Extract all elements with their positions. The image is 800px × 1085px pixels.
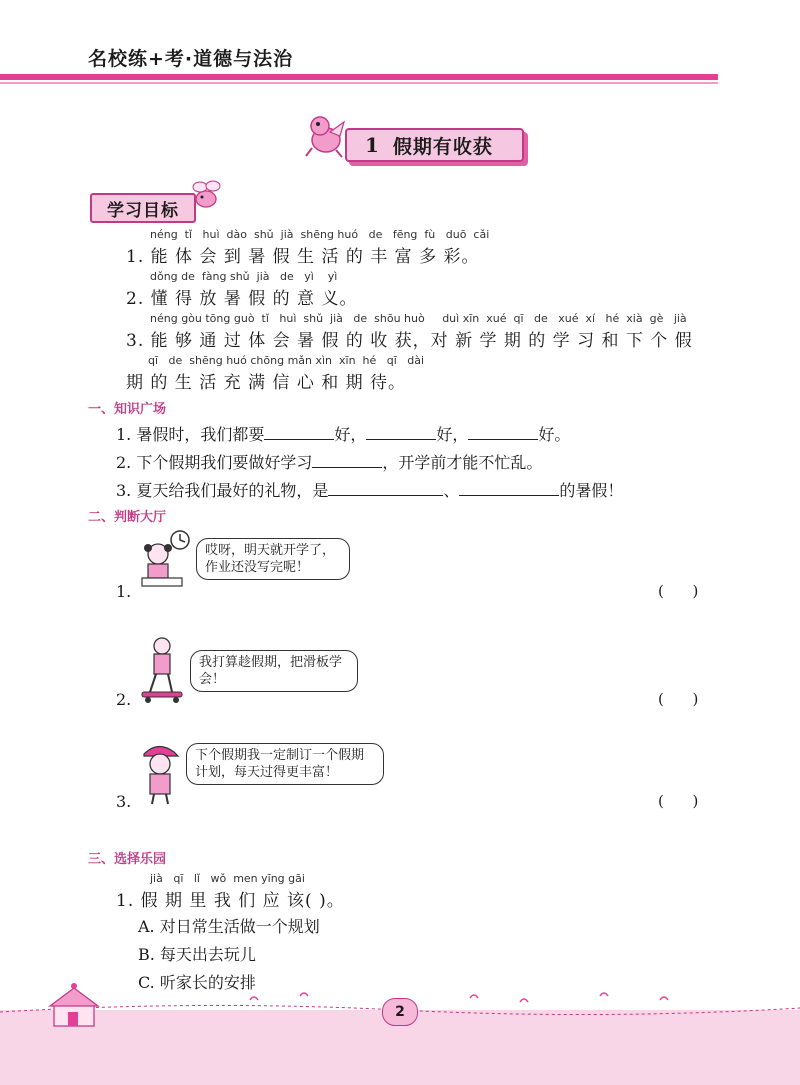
goal-3-text: 3. 能 够 通 过 体 会 暑 假 的 收 获，对 新 学 期 的 学 习 和 下 个 假 — [126, 331, 693, 351]
judge-1-number: 1. — [116, 582, 132, 601]
section1-question-3 — [116, 478, 623, 501]
judge-3-number: 3. — [116, 792, 132, 811]
boy-skateboard-icon — [136, 636, 186, 706]
lesson-title-banner — [345, 128, 524, 162]
q2-blank-1[interactable] — [312, 451, 382, 468]
dragon-mascot-icon — [300, 110, 350, 160]
choice-1-question: 1. 假 期 里 我 们 应 该( )。 — [116, 891, 345, 911]
goal-2-pinyin: dǒng de fàng shǔ jià de yì yì — [150, 270, 338, 283]
page-number: 2 — [382, 998, 418, 1026]
judge-2-bubble-text: 我打算趁假期，把滑板学会！ — [199, 655, 343, 687]
q3-blank-2[interactable] — [459, 479, 559, 496]
goal-4-text: 期 的 生 活 充 满 信 心 和 期 待。 — [126, 373, 407, 393]
lesson-number: 1 — [365, 133, 379, 157]
choice-option-a[interactable]: A. 对日常生活做一个规划 — [138, 917, 320, 936]
lesson-title: 假期有收获 — [392, 135, 493, 158]
q3-part-c: 的暑假！ — [559, 481, 624, 500]
q3-blank-1[interactable] — [328, 479, 443, 496]
goal-4-pinyin: qī de shēng huó chōng mǎn xìn xīn hé qī dài — [148, 354, 425, 367]
q3-part-b: 、 — [443, 481, 460, 500]
header-bar — [0, 74, 718, 80]
bee-mascot-icon — [186, 175, 226, 215]
q1-part-d: 好。 — [538, 425, 571, 444]
goals-heading: 学习目标 — [90, 193, 196, 223]
q3-part-a: 3. 夏天给我们最好的礼物，是 — [116, 481, 329, 500]
q1-part-b: 好， — [334, 425, 367, 444]
judge-3-answer-paren[interactable]: ( ) — [658, 792, 699, 810]
goal-3-pinyin: néng gòu tōng guò tǐ huì shǔ jià de shōu huò duì xīn xué qī de xué xí hé xià gè jià — [150, 312, 687, 325]
section3-heading: 三、选择乐园 — [88, 852, 167, 867]
section2-heading: 二、判断大厅 — [88, 510, 167, 525]
judge-2-number: 2. — [116, 690, 132, 709]
boy-with-cap-icon — [134, 740, 184, 808]
q2-part-b: ，开学前才能不忙乱。 — [382, 453, 543, 472]
q2-part-a: 2. 下个假期我们要做好学习 — [116, 453, 313, 472]
judge-1-bubble — [196, 538, 350, 580]
judge-1-bubble-text: 哎呀，明天就开学了，作业还没写完呢！ — [205, 543, 336, 575]
judge-2-answer-paren[interactable]: ( ) — [658, 690, 699, 708]
house-icon — [40, 982, 110, 1030]
judge-2-bubble — [190, 650, 358, 692]
header-title: 名校练+考·道德与法治 — [88, 48, 294, 70]
q1-blank-3[interactable] — [468, 423, 538, 440]
choice-1-pinyin: jià qī lǐ wǒ men yīng gāi — [150, 872, 305, 885]
goal-1-pinyin: néng tǐ huì dào shǔ jià shēng huó de fēng fù duō cǎi — [150, 228, 490, 241]
q1-part-c: 好， — [436, 425, 469, 444]
section1-question-2 — [116, 450, 542, 473]
section1-heading: 一、知识广场 — [88, 402, 167, 417]
q1-part-a: 1. 暑假时，我们都要 — [116, 425, 265, 444]
q1-blank-1[interactable] — [264, 423, 334, 440]
goal-1-text: 1. 能 体 会 到 暑 假 生 活 的 丰 富 多 彩。 — [126, 247, 480, 267]
choice-option-c[interactable]: C. 听家长的安排 — [138, 973, 256, 992]
judge-3-bubble — [186, 743, 384, 785]
choice-option-b[interactable]: B. 每天出去玩儿 — [138, 945, 256, 964]
goal-2-text: 2. 懂 得 放 暑 假 的 意 义。 — [126, 289, 358, 309]
header-bar-thin — [0, 82, 718, 84]
girl-doing-homework-icon — [138, 528, 196, 594]
judge-1-answer-paren[interactable]: ( ) — [658, 582, 699, 600]
section1-question-1 — [116, 422, 570, 445]
judge-3-bubble-text: 下个假期我一定制订一个假期计划，每天过得更丰富！ — [195, 748, 365, 780]
q1-blank-2[interactable] — [366, 423, 436, 440]
